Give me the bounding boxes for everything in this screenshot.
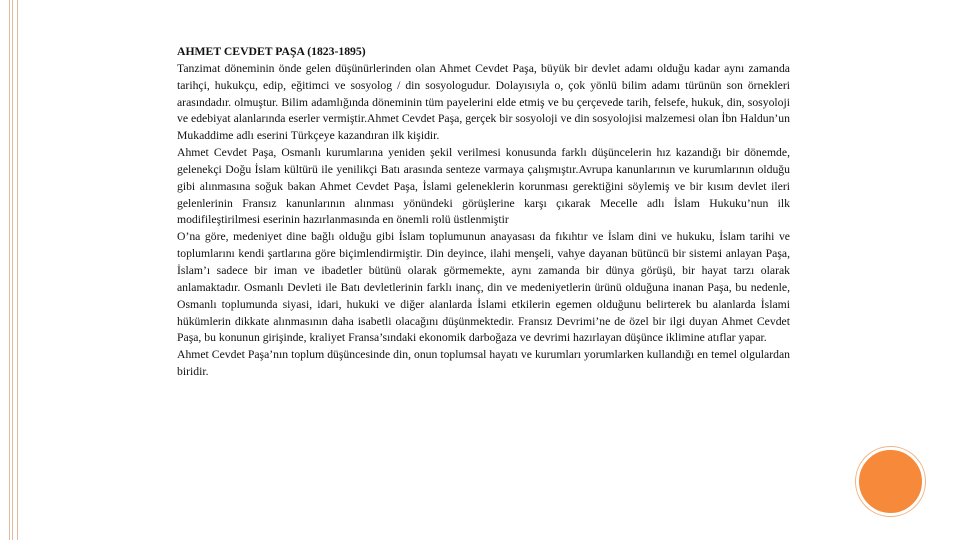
slide-frame-left xyxy=(0,0,32,540)
frame-line xyxy=(17,0,18,540)
decorative-orange-circle xyxy=(856,447,925,516)
frame-line xyxy=(12,0,13,540)
paragraph: Ahmet Cevdet Paşa’nın toplum düşüncesinde din, onun toplumsal hayatı ve kurumları yorumlarken kullandığı en temel olgulardan biridir. xyxy=(177,348,790,379)
document-title: AHMET CEVDET PAŞA (1823-1895) xyxy=(177,45,366,58)
paragraph: Ahmet Cevdet Paşa, Osmanlı kurumlarına yeniden şekil verilmesi konusunda farklı düşüncelerin hız kazandığı bir dönemde, gelenekçi Doğu İslam kültürü ile yenilikçi Batı arasında senteze varmaya çalışmıştır.Avrupa kanunlarının ve kurumlarının olduğu gibi alınmasına soğuk bakan Ahmet Cevdet Paşa, İslami geleneklerin korunması gerektiğini söylemiş ve bir kısım devlet ileri gelenlerinin Fransız kanunlarının alınması yönündeki görüşlerine karşı çıkarak Mecelle adlı İslam Hukuku’nun ilk modifileştirilmesi eserinin hazırlanmasında en önemli rolü üstlenmiştir xyxy=(177,146,790,227)
paragraph: Tanzimat döneminin önde gelen düşünürlerinden olan Ahmet Cevdet Paşa, büyük bir devlet adamı olduğu kadar aynı zamanda tarihçi, hukukçu, edip, eğitimci ve sosyolog / din sosyologudur. Dolayısıyla o, çok yönlü bilim adamı türünün son örnekleri arasındadır. olmuştur. Bilim adamlığında döneminin tüm payelerini elde etmiş ve bu çerçevede tarih, felsefe, hukuk, din, sosyoloji ve edebiyat alanlarında eserler vermiştir.Ahmet Cevdet Paşa, gerçek bir sosyoloji ve din sosyolojisi malzemesi olan İbn Haldun’un Mukaddime adlı eserini Türkçeye kazandıran ilk kişidir. xyxy=(177,61,790,143)
frame-line xyxy=(9,0,10,540)
slide-text-block xyxy=(177,44,790,381)
paragraph: O’na göre, medeniyet dine bağlı olduğu gibi İslam toplumunun anayasası da fıkıhtır ve İslam dini ve hukuku, İslam tarihi ve toplumlarını kendi şartlarına göre biçimlendirmiştir. Din deyince, ilahi menşeli, vahye dayanan bütüncü bir sistemi anlayan Paşa, İslam’ı sadece bir iman ve ibadetler bütünü olarak görmemekte, aynı zamanda bir dünya görüşü, bir hayat tarzı olarak anlamaktadır. Osmanlı Devleti ile Batı devletlerinin farklı inanç, din ve medeniyetlerin ürünü olduğuna inanan Paşa, bu nedenle, Osmanlı toplumunda siyasi, idari, hukuki ve diğer alanlarda İslami etkilerin egemen olduğunu belirterek bu alanlarda İslami hükümlerin dikkate alınmasının daha isabetli olacağını düşünmektedir. Fransız Devrimi’ne de özel bir ilgi duyan Ahmet Cevdet Paşa, bu konunun girişinde, kraliyet Fransa’sındaki ekonomik darboğaza ve devrimi hazırlayan düşünce iklimine atıflar yapar. xyxy=(177,230,790,345)
